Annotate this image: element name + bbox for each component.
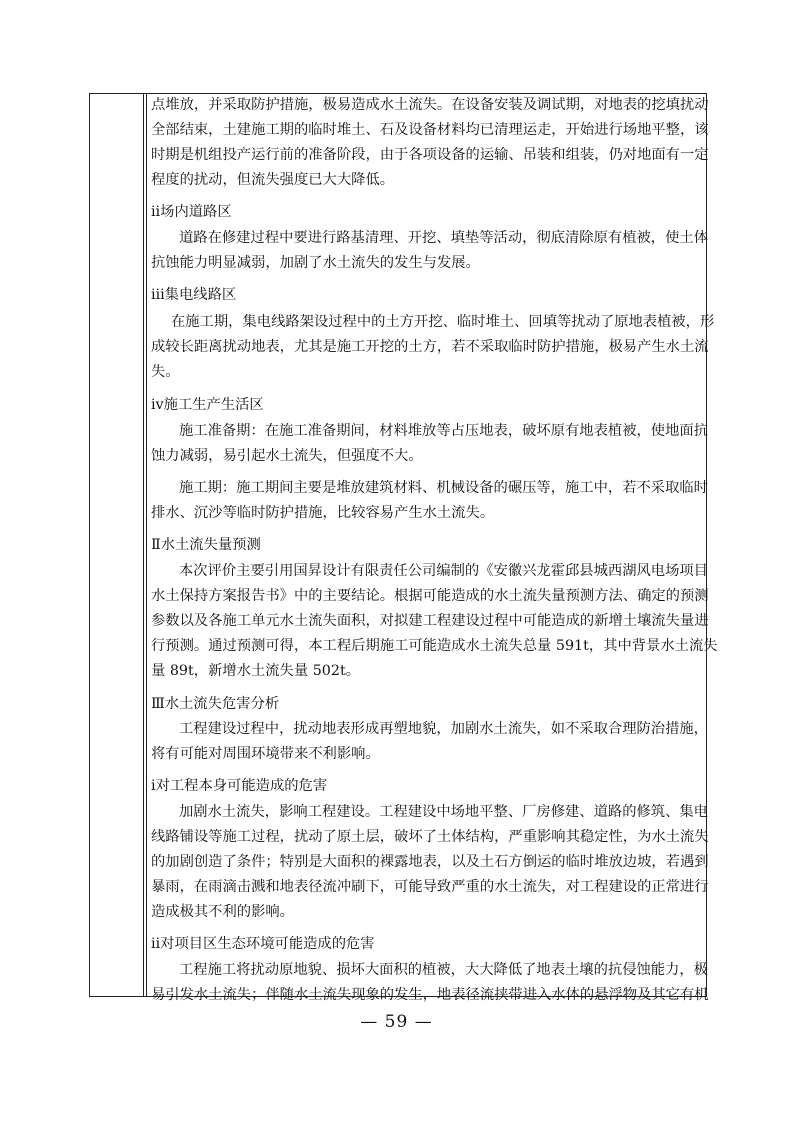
- text-line: 道路在修建过程中要进行路基清理、开挖、填垫等活动，彻底清除原有植被，使土体: [179, 230, 708, 246]
- text-line: 工程建设过程中，扰动地表形成再塑地貌，加剧水土流失，如不采取合理防治措施，: [179, 721, 708, 737]
- section-heading: Ⅱ水土流失量预测: [151, 537, 261, 553]
- section-heading: ⅱ对项目区生态环境可能造成的危害: [151, 936, 375, 952]
- section-heading: ⅱ场内道路区: [151, 204, 232, 220]
- text-line: 抗蚀能力明显减弱，加剧了水土流失的发生与发展。: [151, 255, 480, 271]
- text-line: 点堆放，并采取防护措施，极易造成水土流失。在设备安装及调试期，对地表的挖填扰动: [151, 97, 709, 113]
- text-line: 程度的扰动，但流失强度已大大降低。: [151, 172, 395, 188]
- text-line: 易引发水土流失；伴随水土流失现象的发生，地表径流挟带进入水体的悬浮物及其它有机: [151, 987, 709, 1003]
- text-line: 本次评价主要引用国昇设计有限责任公司编制的《安徽兴龙霍邱县城西湖风电场项目: [179, 563, 708, 579]
- text-line: 工程施工将扰动原地貌、损坏大面积的植被，大大降低了地表土壤的抗侵蚀能力，极: [179, 962, 708, 978]
- text-line: 在施工期，集电线路架设过程中的土方开挖、临时堆土、回填等扰动了原地表植被，形: [171, 314, 715, 330]
- text-line: 将有可能对周围环境带来不利影响。: [151, 746, 380, 762]
- section-heading: ⅳ施工生产生活区: [151, 397, 264, 413]
- text-line: 施工期：施工期间主要是堆放建筑材料、机械设备的碾压等，施工中，若不采取临时: [179, 480, 708, 496]
- table-column-divider: [144, 94, 147, 996]
- text-line: 失。: [151, 364, 180, 380]
- text-line: 加剧水土流失，影响工程建设。工程建设中场地平整、厂房修建、道路的修筑、集电: [179, 804, 708, 820]
- section-heading: Ⅲ水土流失危害分析: [151, 696, 280, 712]
- text-line: 施工准备期：在施工准备期间，材料堆放等占压地表，破坏原有地表植被，使地面抗: [179, 423, 708, 439]
- table-column-left: [90, 94, 144, 996]
- text-line: 蚀力减弱，易引起水土流失，但强度不大。: [151, 448, 423, 464]
- section-heading: ⅰ对工程本身可能造成的危害: [151, 778, 328, 794]
- text-line: 排水、沉沙等临时防护措施，比较容易产生水土流失。: [151, 505, 495, 521]
- text-line: 行预测。通过预测可得，本工程后期施工可能造成水土流失总量 591t，其中背景水土流失: [151, 638, 718, 654]
- text-line: 的加剧创造了条件；特别是大面积的裸露地表，以及土石方倒运的临时堆放边坡，若遇到: [151, 854, 709, 870]
- text-line: 时期是机组投产运行前的准备阶段，由于各项设备的运输、吊装和组装，仍对地面有一定: [151, 147, 709, 163]
- text-line: 造成极其不利的影响。: [151, 904, 294, 920]
- text-line: 量 89t，新增水土流失量 502t。: [151, 663, 361, 679]
- page-number: — 59 —: [360, 1012, 433, 1032]
- text-line: 成较长距离扰动地表，尤其是施工开挖的土方，若不采取临时防护措施，极易产生水土流: [151, 339, 709, 355]
- text-line: 线路铺设等施工过程，扰动了原土层，破坏了土体结构，严重影响其稳定性，为水土流失: [151, 829, 709, 845]
- text-line: 暴雨，在雨滴击溅和地表径流冲刷下，可能导致严重的水土流失，对工程建设的正常进行: [151, 879, 709, 895]
- section-heading: ⅲ集电线路区: [151, 287, 237, 303]
- text-line: 全部结束，土建施工期的临时堆土、石及设备材料均已清理运走，开始进行场地平整，该: [151, 122, 709, 138]
- text-line: 水土保持方案报告书》中的主要结论。根据可能造成的水土流失量预测方法、确定的预测: [151, 588, 709, 604]
- text-line: 参数以及各施工单元水土流失面积，对拟建工程建设过程中可能造成的新增土壤流失量进: [151, 613, 709, 629]
